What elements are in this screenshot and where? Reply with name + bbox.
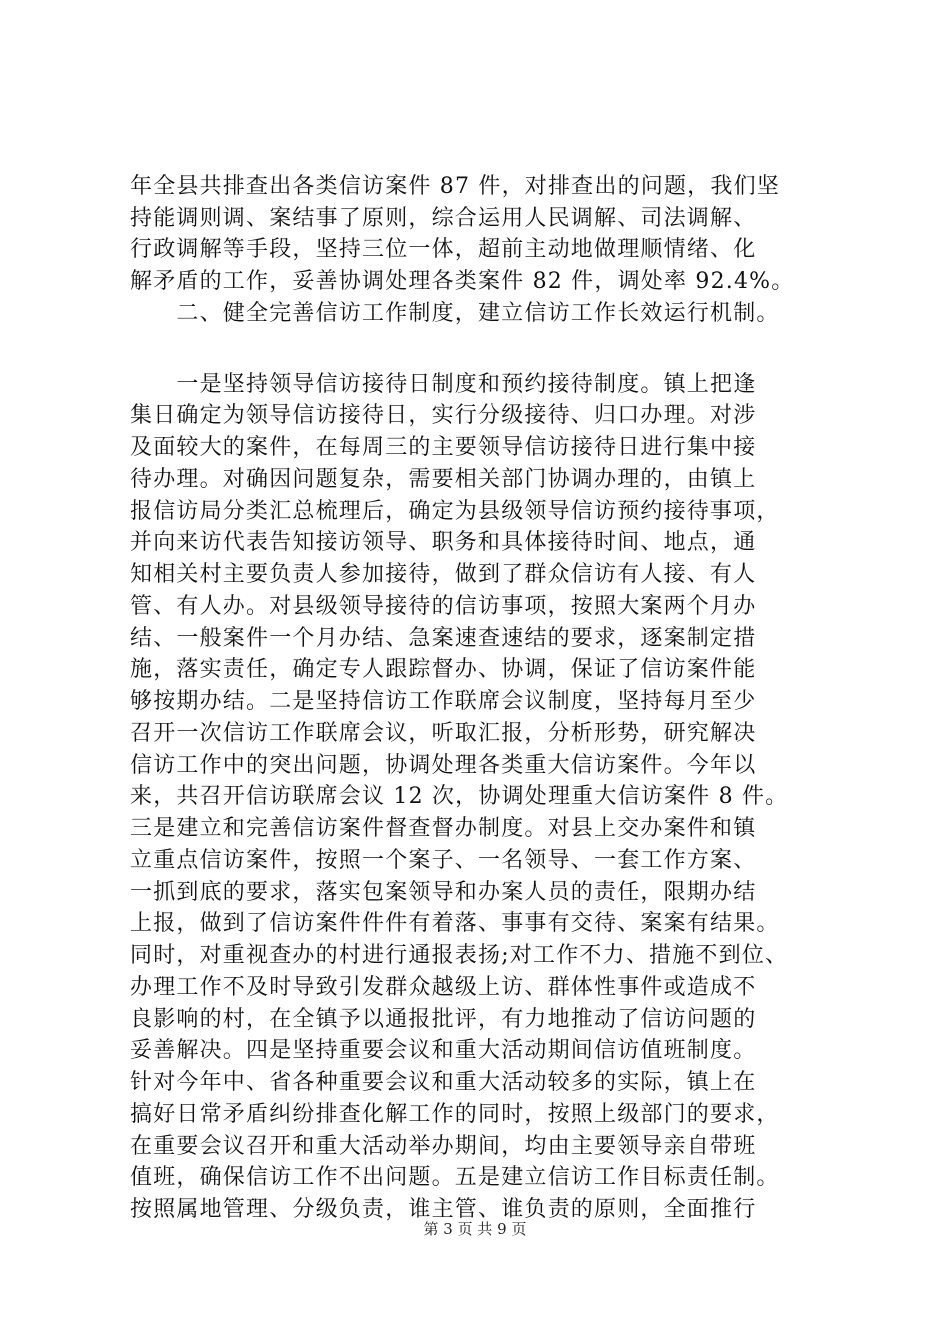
- body-text-line: 立重点信访案件，按照一个案子、一名领导、一套工作方案、: [130, 848, 757, 873]
- body-text-line: 知相关村主要负责人参加接待，做到了群众信访有人接、有人: [130, 562, 757, 587]
- body-text-line: 施，落实责任，确定专人跟踪督办、协调，保证了信访案件能: [130, 657, 757, 682]
- body-text-line: 上报，做到了信访案件件件有着落、事事有交待、案案有结果。: [130, 911, 780, 936]
- body-text-line: 年全县共排查出各类信访案件 87 件，对排查出的问题，我们坚: [130, 174, 780, 199]
- body-text-line: 来，共召开信访联席会议 12 次，协调处理重大信访案件 8 件。: [130, 784, 789, 809]
- body-text-line: 值班，确保信访工作不出问题。五是建立信访工作目标责任制。: [130, 1165, 780, 1190]
- body-text-line: 集日确定为领导信访接待日，实行分级接待、归口办理。对涉: [130, 403, 757, 428]
- body-text-line: 按照属地管理、分级负责，谁主管、谁负责的原则，全面推行: [130, 1197, 757, 1222]
- body-text-line: 同时，对重视查办的村进行通报表扬;对工作不力、措施不到位、: [130, 943, 789, 968]
- body-text-line: 良影响的村，在全镇予以通报批评，有力地推动了信访问题的: [130, 1007, 757, 1032]
- body-text-line: 在重要会议召开和重大活动举办期间，均由主要领导亲自带班: [130, 1134, 757, 1159]
- body-text-line: 持能调则调、案结事了原则，综合运用人民调解、司法调解、: [130, 206, 757, 231]
- body-text-line: 针对今年中、省各种重要会议和重大活动较多的实际，镇上在: [130, 1070, 757, 1095]
- body-text-line: 信访工作中的突出问题，协调处理各类重大信访案件。今年以: [130, 753, 757, 778]
- section-heading: 二、健全完善信访工作制度，建立信访工作长效运行机制。: [130, 301, 780, 326]
- body-text-line: 结、一般案件一个月办结、急案速查速结的要求，逐案制定措: [130, 626, 757, 651]
- body-text-line: 搞好日常矛盾纠纷排查化解工作的同时，按照上级部门的要求，: [130, 1102, 780, 1127]
- body-text-line: 并向来访代表告知接访领导、职务和具体接待时间、地点，通: [130, 530, 757, 555]
- body-text-line: 办理工作不及时导致引发群众越级上访、群体性事件或造成不: [130, 975, 757, 1000]
- body-text-line: 妥善解决。四是坚持重要会议和重大活动期间信访值班制度。: [130, 1038, 757, 1063]
- body-text-line: 管、有人办。对县级领导接待的信访事项，按照大案两个月办: [130, 594, 757, 619]
- body-text-line: 报信访局分类汇总梳理后，确定为县级领导信访预约接待事项，: [130, 499, 780, 524]
- body-text-line: 召开一次信访工作联席会议，听取汇报，分析形势，研究解决: [130, 721, 757, 746]
- body-text-line: 解矛盾的工作，妥善协调处理各类案件 82 件，调处率 92.4%。: [130, 269, 795, 294]
- body-text-line: 一是坚持领导信访接待日制度和预约接待制度。镇上把逢: [130, 372, 757, 397]
- body-text-line: 行政调解等手段，坚持三位一体，超前主动地做理顺情绪、化: [130, 237, 757, 262]
- page-footer: 第 3 页 共 9 页: [423, 1220, 527, 1238]
- body-text-line: 一抓到底的要求，落实包案领导和办案人员的责任，限期办结: [130, 880, 757, 905]
- body-text-line: 三是建立和完善信访案件督查督办制度。对县上交办案件和镇: [130, 816, 757, 841]
- body-text-line: 及面较大的案件，在每周三的主要领导信访接待日进行集中接: [130, 435, 757, 460]
- body-text-line: 待办理。对确因问题复杂，需要相关部门协调办理的，由镇上: [130, 467, 757, 492]
- body-text-line: 够按期办结。二是坚持信访工作联席会议制度，坚持每月至少: [130, 689, 757, 714]
